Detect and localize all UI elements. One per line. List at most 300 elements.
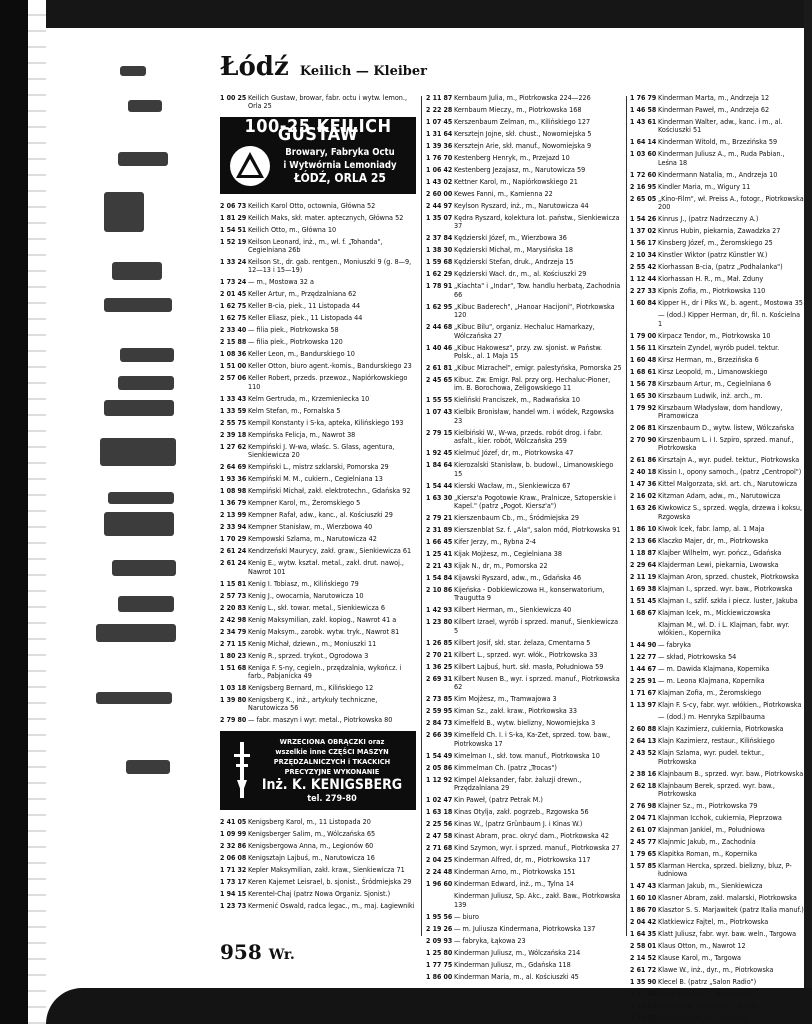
subscriber-text: Klatt Juliusz, fabr. wyr. baw. weln., Targowa bbox=[658, 929, 797, 939]
phone-number: 2 55 75 bbox=[220, 418, 247, 427]
directory-entry bbox=[630, 332, 804, 340]
subscriber-text: Klajman I., sprzed. wyr. baw., Piotrkowska bbox=[658, 583, 793, 593]
phone-number: 1 51 45 bbox=[630, 596, 657, 605]
subscriber-text: Kilbert Josif, skł. star. żelaza, Cmentarna 5 bbox=[454, 637, 591, 647]
phone-number: 2 05 86 bbox=[426, 763, 453, 772]
subscriber-text: Klajman Zofia, m., Żeromskiego bbox=[658, 688, 762, 698]
directory-entry bbox=[426, 494, 622, 511]
phone-number: 1 76 70 bbox=[426, 154, 453, 162]
phone-number: 2 33 40 bbox=[220, 326, 247, 335]
subscriber-text: Kimpel Aleksander, fabr. żaluzji drewn., Przędzalniana 29 bbox=[454, 774, 582, 793]
subscriber-text: — m. Juliusza Kindermana, Piotrkowska 137 bbox=[454, 923, 596, 933]
phone-number: 2 61 24 bbox=[220, 559, 247, 568]
subscriber-text: Kędra Ryszard, kolektura lot. państw., Sienkiewicza 37 bbox=[454, 213, 620, 231]
directory-entry bbox=[426, 675, 622, 692]
directory-entry bbox=[220, 443, 416, 460]
directory-entry bbox=[630, 978, 804, 986]
directory-entry bbox=[630, 275, 804, 283]
directory-entry bbox=[220, 652, 416, 660]
subscriber-text: Keylson Ryszard, inż., m., Narutowicza 44 bbox=[454, 201, 589, 210]
subscriber-text: Kenigsberg K., inż., artykuły techniczne, Narutowicza 56 bbox=[248, 695, 378, 713]
directory-entry bbox=[630, 850, 804, 858]
phone-number: 1 51 68 bbox=[220, 663, 247, 672]
directory-entry bbox=[630, 436, 804, 453]
directory-entry bbox=[630, 380, 804, 388]
directory-entry bbox=[220, 592, 416, 600]
phone-number: 1 03 60 bbox=[630, 150, 657, 159]
phone-number: 1 63 30 bbox=[426, 493, 453, 502]
phone-number: 2 61 81 bbox=[426, 364, 453, 373]
phone-number: 2 79 80 bbox=[220, 716, 247, 725]
subscriber-text: Kenig Maksymilian, zakł. kopiog., Nawrot 41 a bbox=[248, 614, 397, 624]
directory-entry bbox=[220, 499, 416, 507]
subscriber-text: Kenig E., wytw. kształ. metal., zakł. drut. nawoj., Nawrot 101 bbox=[248, 558, 404, 576]
directory-entry bbox=[630, 251, 804, 259]
subscriber-text: „Kino-Film", wł. Preiss A., fotogr., Piotrkowska 200 bbox=[658, 193, 804, 212]
show-through-mark bbox=[128, 100, 162, 112]
subscriber-text: Klajnman Icchok, cukiernia, Pieprzowa bbox=[658, 813, 782, 823]
directory-entry bbox=[426, 514, 622, 522]
subscriber-text: Kinderman Juliusz A., m., Ruda Pabian., Leśna 18 bbox=[658, 149, 785, 167]
subscriber-text: Kewes Fanni, m., Kamienna 22 bbox=[454, 189, 553, 198]
phone-number: 1 39 80 bbox=[220, 696, 247, 705]
subscriber-text: Kimelfeld B., wytw. bielizny, Nowomiejska 3 bbox=[454, 718, 596, 728]
subscriber-text: Kibuc. Zw. Emigr. Pal. przy org. Hechaluc-Pioner, im. B. Borochowa, Zeligowskiego 11 bbox=[454, 375, 611, 393]
directory-entry bbox=[220, 890, 416, 898]
subscriber-text: Klause Karol, m., Targowa bbox=[658, 953, 741, 963]
directory-entry bbox=[630, 195, 804, 212]
subscriber-text: — m., Mostowa 32 a bbox=[248, 277, 314, 287]
subscriber-text: Kiwok Icek, fabr. lamp, al. 1 Maja bbox=[658, 523, 765, 533]
phone-number: 2 31 89 bbox=[426, 526, 453, 535]
page-number-value: 958 bbox=[220, 940, 262, 964]
subscriber-text: — skład, Piotrkowska 54 bbox=[658, 652, 737, 662]
phone-number: 1 18 87 bbox=[630, 548, 657, 557]
directory-entry bbox=[426, 892, 622, 909]
show-through-mark bbox=[112, 560, 176, 576]
directory-entry bbox=[630, 299, 804, 307]
directory-entry bbox=[630, 701, 804, 709]
subscriber-text: Kinas W., (patrz Grünbaum J. i Kinas W.) bbox=[454, 819, 583, 829]
directory-entry bbox=[220, 395, 416, 403]
phone-number: 2 45 77 bbox=[630, 838, 657, 847]
directory-entry bbox=[220, 258, 416, 275]
phone-number: 1 79 65 bbox=[630, 850, 657, 859]
phone-number: 1 56 78 bbox=[630, 379, 657, 388]
phone-number: 1 07 43 bbox=[426, 408, 453, 417]
directory-entry bbox=[220, 854, 416, 862]
directory-entry bbox=[220, 374, 416, 391]
ad-kenigsberg-line1: WRZECIONA OBRĄCZKI oraz bbox=[279, 736, 385, 746]
book-binding-edge bbox=[0, 0, 28, 1024]
phone-number: 1 08 36 bbox=[220, 350, 247, 359]
directory-entry bbox=[220, 866, 416, 874]
directory-entry bbox=[630, 561, 804, 569]
phone-number: 2 79 15 bbox=[426, 428, 453, 437]
subscriber-text: Klajner Sz., m., Piotrkowska 79 bbox=[658, 801, 758, 811]
show-through-mark bbox=[118, 376, 174, 390]
directory-entry bbox=[630, 1014, 804, 1022]
phone-number: 1 33 59 bbox=[220, 406, 247, 415]
phone-number: 1 63 26 bbox=[630, 504, 657, 513]
subscriber-text: Klajnmic Jakub, m., Zachodnia bbox=[658, 837, 756, 847]
subscriber-text: Kempiński M. M., cukiern., Cegielniana 13 bbox=[248, 474, 383, 484]
subscriber-text: Kenigsberg Bernard, m., Kilińskiego 12 bbox=[248, 683, 374, 693]
directory-entry bbox=[220, 238, 416, 255]
directory-entry bbox=[426, 202, 622, 210]
subscriber-text: Kijawski Ryszard, adw., m., Gdańska 46 bbox=[454, 573, 582, 583]
subscriber-text: Kenig R., sprzed. trykot., Ogrodowa 3 bbox=[248, 650, 369, 660]
subscriber-text: Keilson Leonard, inż., m., wł. f. „Tohanda", Cegielniana 26b bbox=[248, 236, 383, 255]
page-gutter bbox=[28, 0, 46, 1024]
show-through-mark bbox=[104, 512, 174, 536]
subscriber-text: „Kibuc Hakowesz", przy. zw. sjonist. w Państw. Polsk., al. 1 Maja 15 bbox=[454, 342, 603, 361]
show-through-mark bbox=[112, 262, 162, 280]
subscriber-text: Kilbert Nusen B., wyr. i sprzed. manuf., Piotrkowska 62 bbox=[454, 673, 620, 692]
directory-entry bbox=[426, 429, 622, 446]
directory-entry bbox=[426, 796, 622, 804]
phone-number: 1 43 02 bbox=[426, 178, 453, 186]
phone-number: 1 08 98 bbox=[220, 487, 247, 496]
phone-number: 2 37 84 bbox=[426, 234, 453, 243]
directory-column-2 bbox=[426, 94, 622, 985]
directory-entry bbox=[220, 716, 416, 724]
subscriber-text: „Kibuc Baderech", „Hanoar Hacijoni", Piotrkowska 120 bbox=[454, 301, 615, 320]
directory-entry bbox=[630, 525, 804, 533]
phone-number bbox=[630, 311, 658, 328]
directory-entry bbox=[426, 764, 622, 772]
subscriber-text: Kenig L., skł. towar. metal., Sienkiewicza 6 bbox=[248, 602, 385, 612]
phone-number: 2 84 73 bbox=[426, 719, 453, 728]
phone-number: 2 59 95 bbox=[426, 707, 453, 716]
directory-entry bbox=[630, 689, 804, 697]
subscriber-text: Kerszenbaum Zelman, m., Kilińskiego 127 bbox=[454, 117, 591, 126]
subscriber-text: Klarman Jakub, m., Sienkiewicza bbox=[658, 881, 763, 891]
phone-number: 1 94 15 bbox=[220, 889, 247, 898]
phone-number: 2 47 58 bbox=[426, 832, 453, 841]
subscriber-text: Klajnbaum B., sprzed. wyr. baw., Piotrkowska bbox=[658, 768, 804, 778]
phone-number: 2 06 73 bbox=[220, 201, 247, 210]
subscriber-text: Kielbiński W., W-wa, przeds. robót drog. i fabr. asfalt., kier. robót, Wólczańska 259 bbox=[454, 427, 603, 446]
phone-number: 1 15 81 bbox=[220, 579, 247, 588]
phone-number: 1 25 41 bbox=[426, 550, 453, 559]
directory-entry bbox=[630, 480, 804, 488]
directory-entry bbox=[426, 913, 622, 921]
phone-number: 1 60 10 bbox=[630, 894, 657, 903]
subscriber-text: Klajn Kazimierz, cukiernia, Piotrkowska bbox=[658, 724, 784, 734]
subscriber-text: Kirszenbaum L. i I. Szpiro, sprzed. manuf., Piotrkowska bbox=[658, 435, 794, 453]
directory-entry bbox=[630, 990, 804, 998]
subscriber-text: Kinderman Edward, inż., m., Tylna 14 bbox=[454, 879, 575, 889]
directory-entry bbox=[630, 492, 804, 500]
scan-top-border bbox=[46, 0, 812, 28]
directory-entry bbox=[426, 461, 622, 478]
directory-entry bbox=[426, 234, 622, 242]
subscriber-text: Kierszenbaum Cb., m., Śródmiejska 29 bbox=[454, 513, 580, 523]
directory-entry bbox=[630, 770, 804, 778]
subscriber-text: — fabr. maszyn i wyr. metal., Piotrkowska 80 bbox=[248, 715, 393, 725]
directory-entry bbox=[426, 856, 622, 864]
phone-number: 2 11 87 bbox=[426, 94, 453, 102]
subscriber-text: Keller Leon, m., Bandurskiego 10 bbox=[248, 349, 355, 359]
directory-entry bbox=[220, 818, 416, 826]
phone-number: 2 62 18 bbox=[630, 781, 657, 790]
subscriber-text: Kin Paweł, (patrz Petrak M.) bbox=[454, 795, 543, 805]
phone-number: 1 00 25 bbox=[220, 94, 247, 102]
subscriber-text: Kempińska Felicja, m., Nawrot 38 bbox=[248, 429, 356, 439]
directory-entry bbox=[630, 597, 804, 605]
directory-entry bbox=[220, 878, 416, 886]
phone-number: 2 61 07 bbox=[630, 826, 657, 835]
phone-number: 2 60 88 bbox=[630, 725, 657, 734]
directory-entry bbox=[426, 880, 622, 888]
phone-number: 1 63 18 bbox=[426, 808, 453, 817]
directory-entry bbox=[630, 954, 804, 962]
show-through-mark bbox=[104, 400, 174, 416]
subscriber-text: — fabryka bbox=[658, 640, 691, 650]
phone-number: 1 64 35 bbox=[630, 930, 657, 939]
subscriber-text: Kermenić Oswald, radca legac., m., maj. Łagiewniki bbox=[248, 900, 415, 910]
phone-number: 2 25 91 bbox=[630, 677, 657, 686]
directory-entry bbox=[220, 684, 416, 692]
phone-number: 1 64 14 bbox=[630, 138, 657, 147]
phone-number: 1 73 17 bbox=[220, 877, 247, 886]
subscriber-text: Kijeńska - Dobkiewiczowa H., konserwatorium, Traugutta 9 bbox=[454, 585, 605, 603]
directory-entry bbox=[220, 580, 416, 588]
subscriber-text: Klajman Aron, sprzed. chustek, Piotrkowska bbox=[658, 571, 799, 581]
directory-entry bbox=[426, 925, 622, 933]
directory-entry bbox=[630, 311, 804, 328]
subscriber-text: Kinderman Paweł, m., Andrzeja 62 bbox=[658, 105, 770, 114]
phone-number: 1 54 26 bbox=[630, 215, 657, 224]
phone-number: 1 47 43 bbox=[630, 882, 657, 891]
show-through-mark bbox=[120, 348, 174, 362]
phone-number: 2 27 33 bbox=[630, 287, 657, 296]
subscriber-text: Keniga F. S-ny, cegieln., przędzalnia, wykończ. i farb., Pabjanicka 49 bbox=[248, 662, 402, 681]
subscriber-text: Kenig I. Tobiasz, m., Kilińskiego 79 bbox=[248, 578, 359, 588]
subscriber-text: Kleiber Paweł, m., Sosnowa bbox=[658, 1013, 747, 1023]
subscriber-text: Kinderman Arno, m., Piotrkowska 151 bbox=[454, 867, 576, 877]
phone-number: 1 55 55 bbox=[426, 396, 453, 405]
phone-number: 2 60 00 bbox=[426, 190, 453, 198]
directory-entry bbox=[220, 640, 416, 648]
subscriber-text: Kirszbaum Artur, m., Cegielniana 6 bbox=[658, 378, 772, 388]
directory-entry bbox=[220, 830, 416, 838]
directory-entry bbox=[630, 573, 804, 581]
ad-kenigsberg-name: Inż. K. KENIGSBERG bbox=[261, 776, 403, 793]
directory-entry bbox=[630, 749, 804, 766]
subscriber-text: „Kibuc Bilu", organiz. Hechaluc Hamarkazy, Wólczańska 27 bbox=[454, 322, 595, 340]
subscriber-text: Keren Kajemet Leisrael, b. sjonist., Śródmiejska 29 bbox=[248, 876, 412, 886]
phone-number: 2 61 86 bbox=[630, 456, 657, 465]
directory-entry bbox=[220, 94, 416, 111]
directory-entry bbox=[426, 639, 622, 647]
phone-number: 1 84 64 bbox=[426, 461, 453, 470]
subscriber-text: Kersztejn Jojne, skł. chust., Nowomiejska 5 bbox=[454, 129, 592, 138]
subscriber-text: Kleckl Jakub, m., Piotrkowska bbox=[658, 989, 752, 999]
subscriber-text: Kitzman Adam, adw., m., Narutowicza bbox=[658, 491, 781, 501]
subscriber-text: Kerentel-Chaj (patrz Nowa Organiz. Sjonist.) bbox=[248, 888, 391, 898]
phone-number: 1 78 91 bbox=[426, 282, 453, 291]
phone-number: 1 25 80 bbox=[426, 948, 453, 957]
subscriber-text: Kimelman I., skł. tow. manuf., Piotrkowska 10 bbox=[454, 750, 600, 760]
phone-number: 1 62 29 bbox=[426, 270, 453, 279]
directory-entry bbox=[630, 239, 804, 247]
subscriber-text: Kinsberg Józef, m., Żeromskiego 25 bbox=[658, 238, 773, 248]
directory-entry bbox=[630, 404, 804, 421]
show-through-mark bbox=[118, 152, 168, 166]
subscriber-text: Kirsztein Zyndel, wyrób pudeł. tektur. bbox=[658, 342, 780, 352]
directory-entry bbox=[426, 663, 622, 671]
phone-number: 1 68 61 bbox=[630, 367, 657, 376]
subscriber-text: Kempiński Michał, zakł. elektrotechn., Gdańska 92 bbox=[248, 486, 411, 496]
directory-entry bbox=[220, 302, 416, 310]
phone-number: 1 96 60 bbox=[426, 880, 453, 889]
subscriber-text: Kielbik Bronisław, handel wm. i wódek, Rzgowska 23 bbox=[454, 407, 614, 425]
directory-entry bbox=[426, 408, 622, 425]
subscriber-text: Kinas Otylja, zakł. pogrzeb., Rzgowska 56 bbox=[454, 807, 589, 817]
directory-entry bbox=[630, 215, 804, 223]
phone-number: 2 04 25 bbox=[426, 856, 453, 865]
subscriber-text: Klajnbaum Berek, sprzed. wyr. baw., Piotrkowska bbox=[658, 780, 775, 799]
subscriber-text: Kenig Michał, dziewn., m., Moniuszki 11 bbox=[248, 638, 377, 648]
phone-number: 2 71 68 bbox=[426, 844, 453, 853]
phone-number: 2 73 85 bbox=[426, 695, 453, 704]
phone-number: 2 58 01 bbox=[630, 942, 657, 951]
directory-entry bbox=[426, 574, 622, 582]
directory-entry bbox=[426, 562, 622, 570]
directory-entry bbox=[630, 585, 804, 593]
phone-number: 1 62 95 bbox=[426, 302, 453, 311]
phone-number: 1 22 77 bbox=[630, 653, 657, 662]
phone-number: 1 54 49 bbox=[426, 751, 453, 760]
show-through-mark bbox=[96, 692, 172, 704]
subscriber-text: „Kiersz'a Pogotowie Kraw., Pralnicze, Sztoperskie i Kapel." (patrz „Pogot. Kiersz'a") bbox=[454, 492, 616, 511]
phone-number: 1 69 38 bbox=[630, 584, 657, 593]
subscriber-text: Kersztejn Arie, skł. manuf., Nowomiejska 9 bbox=[454, 141, 592, 150]
phone-number: 1 40 46 bbox=[426, 343, 453, 352]
subscriber-text: Kirsztajn A., wyr. pudeł. tektur., Piotrkowska bbox=[658, 455, 800, 465]
phone-number: 1 56 11 bbox=[630, 343, 657, 352]
subscriber-text: Kinderman Alfred, dr, m., Piotrkowska 117 bbox=[454, 855, 591, 865]
directory-entry bbox=[426, 820, 622, 828]
phone-number: 2 44 68 bbox=[426, 323, 453, 332]
ad-keilich-address: ŁÓDŹ, ORLA 25 bbox=[294, 171, 386, 186]
subscriber-text: Kielmuć Józef, dr, m., Piotrkowska 47 bbox=[454, 448, 574, 458]
show-through-mark bbox=[108, 492, 174, 504]
show-through-mark bbox=[118, 596, 174, 612]
phone-number: 1 07 45 bbox=[426, 118, 453, 126]
phone-number: 1 43 61 bbox=[630, 118, 657, 126]
ad-kenigsberg-line2: wszelkie inne CZĘŚCI MASZYN bbox=[275, 746, 389, 756]
directory-entry bbox=[630, 930, 804, 938]
directory-column-1 bbox=[220, 94, 416, 914]
directory-entry bbox=[630, 737, 804, 745]
directory-entry bbox=[426, 106, 622, 114]
directory-entry bbox=[426, 270, 622, 278]
directory-entry bbox=[426, 731, 622, 748]
triangle-logo-icon bbox=[228, 144, 272, 188]
subscriber-text: Kettner Karol, m., Napiórkowskiego 21 bbox=[454, 177, 578, 186]
subscriber-text: Kirsz Leopold, m., Limanowskiego bbox=[658, 366, 768, 376]
phone-number: 2 69 31 bbox=[426, 674, 453, 683]
subscriber-text: Kempowski Szlama, m., Narutowicza 42 bbox=[248, 534, 377, 544]
subscriber-text: Kieliński Franciszek, m., Radwańska 10 bbox=[454, 395, 580, 405]
directory-entry bbox=[630, 826, 804, 834]
directory-entry bbox=[630, 537, 804, 545]
phone-number: 1 52 19 bbox=[220, 237, 247, 246]
phone-number: 1 71 67 bbox=[630, 689, 657, 698]
directory-entry bbox=[630, 966, 804, 974]
directory-entry bbox=[220, 604, 416, 612]
header-name-range: Keilich — Kleiber bbox=[299, 64, 428, 79]
subscriber-text: Klatkiewicz Fajtel, m., Piotrkowska bbox=[658, 917, 769, 927]
show-through-mark bbox=[120, 66, 146, 76]
page-number bbox=[220, 940, 295, 964]
subscriber-text: Kiwkowicz S., sprzed. węgla, drzewa i koksu, Rzgowska bbox=[658, 503, 803, 521]
column-divider bbox=[626, 96, 627, 936]
directory-entry bbox=[630, 94, 804, 102]
phone-number: 2 10 34 bbox=[630, 251, 657, 260]
phone-number: 2 61 72 bbox=[630, 966, 657, 975]
subscriber-text: — (dod.) Kipper Herman, dr, fil. n. Kościelna 1 bbox=[658, 310, 801, 328]
directory-entry bbox=[426, 937, 622, 945]
directory-entry bbox=[220, 463, 416, 471]
subscriber-text: Kinderman Witold, m., Brzezińska 59 bbox=[658, 137, 778, 147]
directory-entry bbox=[426, 246, 622, 254]
directory-entry bbox=[630, 183, 804, 191]
subscriber-text: — filia piek., Piotrkowska 58 bbox=[248, 325, 339, 335]
directory-entry bbox=[630, 171, 804, 179]
directory-entry bbox=[630, 894, 804, 902]
phone-number: 1 13 97 bbox=[630, 701, 657, 710]
subscriber-text: Kernbaum Julia, m., Piotrkowska 224—226 bbox=[454, 93, 591, 102]
directory-entry bbox=[220, 696, 416, 713]
phone-number: 1 57 85 bbox=[630, 862, 657, 871]
subscriber-text: Kimelfeld Ch. I. i S-ka, Ka-Zet, sprzed. tow. baw., Piotrkowska 17 bbox=[454, 730, 611, 748]
subscriber-text: Kempiński J. W-wa, właśc. S. Glass, agentura, Sienkiewicza 20 bbox=[248, 441, 395, 460]
phone-number: 1 62 75 bbox=[220, 302, 247, 311]
phone-number: 2 55 42 bbox=[630, 263, 657, 272]
subscriber-text: Klajman Icek, m., Mickiewiczowska bbox=[658, 607, 771, 617]
directory-entry bbox=[630, 150, 804, 167]
directory-entry bbox=[630, 802, 804, 810]
phone-number: 1 33 24 bbox=[220, 258, 247, 267]
ad-keilich-title: 100-25 KEILICH GUSTAW bbox=[244, 115, 392, 146]
subscriber-text: Kinderman Marta, m., Andrzeja 12 bbox=[658, 94, 770, 102]
directory-entry bbox=[426, 844, 622, 852]
subscriber-text: Kierozalski Stanisław, b. budowl., Limanowskiego 15 bbox=[454, 460, 614, 478]
phone-number: 2 06 81 bbox=[630, 424, 657, 433]
subscriber-text: Keilson St., dr. gab. rentgen., Moniuszki 9 (g. 8—9, 12—13 i 15—19) bbox=[248, 257, 412, 275]
subscriber-text: „Kibuc Mizrachel", emigr. palestyńska, Pomorska 25 bbox=[454, 363, 622, 373]
phone-number: 1 80 23 bbox=[220, 651, 247, 660]
phone-number: 1 03 18 bbox=[220, 684, 247, 693]
phone-number: 2 71 15 bbox=[220, 639, 247, 648]
subscriber-text: Kestenberg Henryk, m., Przejazd 10 bbox=[454, 153, 570, 162]
subscriber-text: Kind Szymon, wyr. i sprzed. manuf., Piotrkowska 27 bbox=[454, 843, 620, 853]
ad-keilich-line1: Browary, Fabryka Octu bbox=[285, 147, 395, 159]
directory-entry bbox=[426, 142, 622, 150]
subscriber-text: Kempner Rafał, adw., kanc., al. Kościuszki 29 bbox=[248, 510, 393, 520]
directory-entry bbox=[630, 118, 804, 135]
directory-entry bbox=[426, 808, 622, 816]
phone-number: 1 39 36 bbox=[426, 142, 453, 150]
directory-entry bbox=[426, 282, 622, 299]
directory-entry bbox=[426, 376, 622, 393]
phone-number: 2 01 45 bbox=[220, 290, 247, 299]
subscriber-text: Klaczko Majer, dr, m., Piotrkowska bbox=[658, 535, 769, 545]
